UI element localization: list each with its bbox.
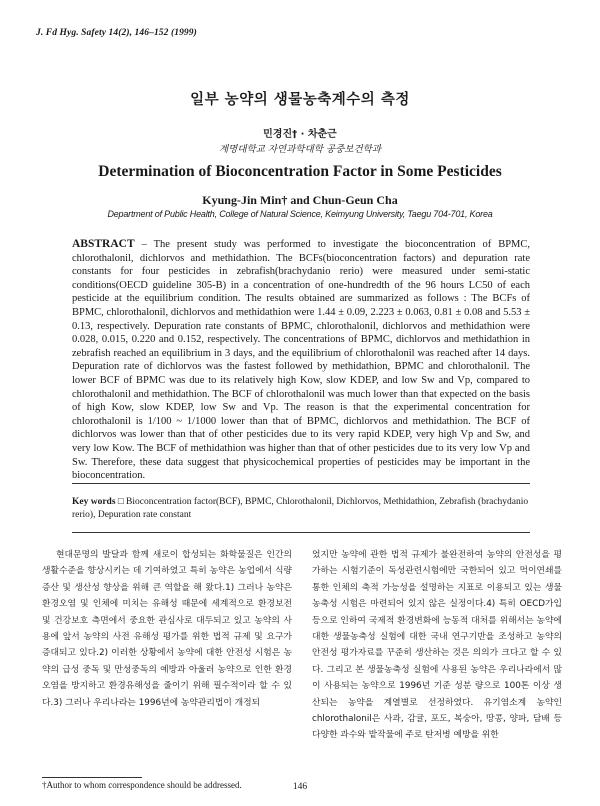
keywords-text: Bioconcentration factor(BCF), BPMC, Chlorothalonil, Dichlorvos, Methidathion, Zebrafish (brachydanio rerio), Depuration rate constant xyxy=(72,497,529,520)
footnote: †Author to whom correspondence should be addressed. xyxy=(42,780,242,790)
korean-title: 일부 농약의 생물농축계수의 측정 xyxy=(190,92,410,108)
korean-affiliation: 계명대학교 자연과학대학 공중보건학과 xyxy=(218,144,382,155)
left-paragraph: 현대문명의 발달과 함께 새로이 합성되는 화학물질은 인간의 생활수준을 향상시키는 데 기여하였고 특히 농약은 농업에서 식량증산 및 생산성 향상을 위해 큰 역할을 해 왔다.1) 그러나 농약은 환경오염 및 인체에 미치는 유해성 때문에 세계적으로 환경보전 및 건강보호 측면에서 중요한 관심사로 대두되고 있고 농약의 사용에 앞서 농약의 사전 유해성 평가를 위한 법적 규제 및 요구가 증대되고 있다.2) 이러한 상황에서 농약에 대한 안전성 시험은 농약의 급성 중독 및 만성중독의 예방과 아울러 농약으로 인한 환경오염을 방지하고 환경유해성을 줄이기 위해 필수적이라 할 수 있다.3) 그러나 우리나라는 1996년에 농약관리법이 개정되 xyxy=(42,550,292,708)
english-affiliation: Department of Public Health, College of Natural Science, Keimyung University, Taegu 704-701, Korea xyxy=(107,209,493,219)
body-left-column xyxy=(42,547,292,711)
keywords-top-rule xyxy=(72,483,530,484)
abstract-label: ABSTRACT xyxy=(72,238,135,250)
keywords xyxy=(72,496,530,522)
checkbox-square-icon: □ xyxy=(117,497,124,507)
korean-authors: 민경진† · 차춘근 xyxy=(263,129,337,140)
english-authors: Kyung-Jin Min† and Chun-Geun Cha xyxy=(202,193,398,207)
abstract-text: – The present study was performed to investigate the bioconcentration of BPMC, chlorothalonil, dichlorvos and methidathion. The BCFs(bioconcentration factors) and depuration rate constants for four pesticides in zebrafish(brachydanio rerio) were measured under semi-static conditions(OECD guideline 305-B) in a concentration of one-hundredth of the 96 hours LC50 of each pesticide at the equilibrium condition. The results obtained are summarized as follows : The BCFs of BPMC, chlorothalonil, dichlorvos and methidathion were 1.44 ± 0.09, 2.223 ± 0.063, 0.81 ± 0.08 and 5.53 ± 0.13, respectively. Depuration rate constants of BPMC, chlorothalonil, dichlorvos and methidathion were 0.028, 0.015, 0.220 and 0.152, respectively. The concentrations of BPMC, dichlorvos and methidathion in zebrafish reached an equilibrium in 3 days, and the equilibrium of chlorothalonil was reached after 14 days. Depuration rate of dichlorvos was the fastest followed by methidathion, BPMC and chlorothalonil. The lower BCF of BPMC was due to its relatively high Kow, slow KDEP, and low Sw and Vp, compared to chlorothalonil and methidathion. The BCF of chlorothalonil was much lower than that expected on the basis of high Kow, slow KDEP, low Sw and Vp. The reason is that the experimental concentration for chlorothalonil is 1/100 ~ 1/1000 lower than that of BPMC, dichlorvos and methidathion. The BCF of dichlorvos was lower than that of other pesticides due to its very rapid KDEP, very high Vp and Sw, and very low Kow. The BCF of methidathion was higher than that of other pesticides due to its very low Vp and Sw. Therefore, these data suggest that physicochemical properties of pesticides may be important in the bioconcentration. xyxy=(72,239,530,482)
english-title: Determination of Bioconcentration Factor in Some Pesticides xyxy=(98,163,502,180)
body-right-column xyxy=(312,547,562,744)
right-paragraph: 었지만 농약에 관한 법적 규제가 불완전하여 농약의 안전성을 평가하는 시험기준이 독성관련시험에만 국한되어 있고 먹이연쇄를 통한 인체의 축적 가능성을 설명하는 지표로 이용되고 있는 생물농축성 시험은 마련되어 있지 않은 실정이다.4) 특히 OECD가입 등으로 인하여 국제적 환경변화에 능동적 대처를 위해서는 농약에 대한 생물농축성 실험에 대한 국내 연구기반을 조성하고 농약의 안전성 평가자료를 꾸준히 생산하는 것은 의의가 크다고 할 수 있다. 그리고 본 생물농축성 실험에 사용된 농약은 우리나라에서 많이 사용되는 농약으로 1996년 기준 성분 량으로 100톤 이상 생산되는 농약을 계열별로 선정하였다. 유기염소계 농약인 chlorothalonil은 사과, 감귤, 포도, 복숭아, 땅콩, 양파, 담배 등 다양한 과수와 밭작물에 주로 탄저병 예방을 위한 xyxy=(312,550,562,741)
keywords-bottom-rule xyxy=(72,532,530,533)
page-number: 146 xyxy=(292,782,308,792)
keywords-label: Key words xyxy=(72,497,116,507)
journal-reference: J. Fd Hyg. Safety 14(2), 146–152 (1999) xyxy=(36,28,197,38)
footnote-rule xyxy=(42,777,142,778)
abstract xyxy=(72,238,530,483)
